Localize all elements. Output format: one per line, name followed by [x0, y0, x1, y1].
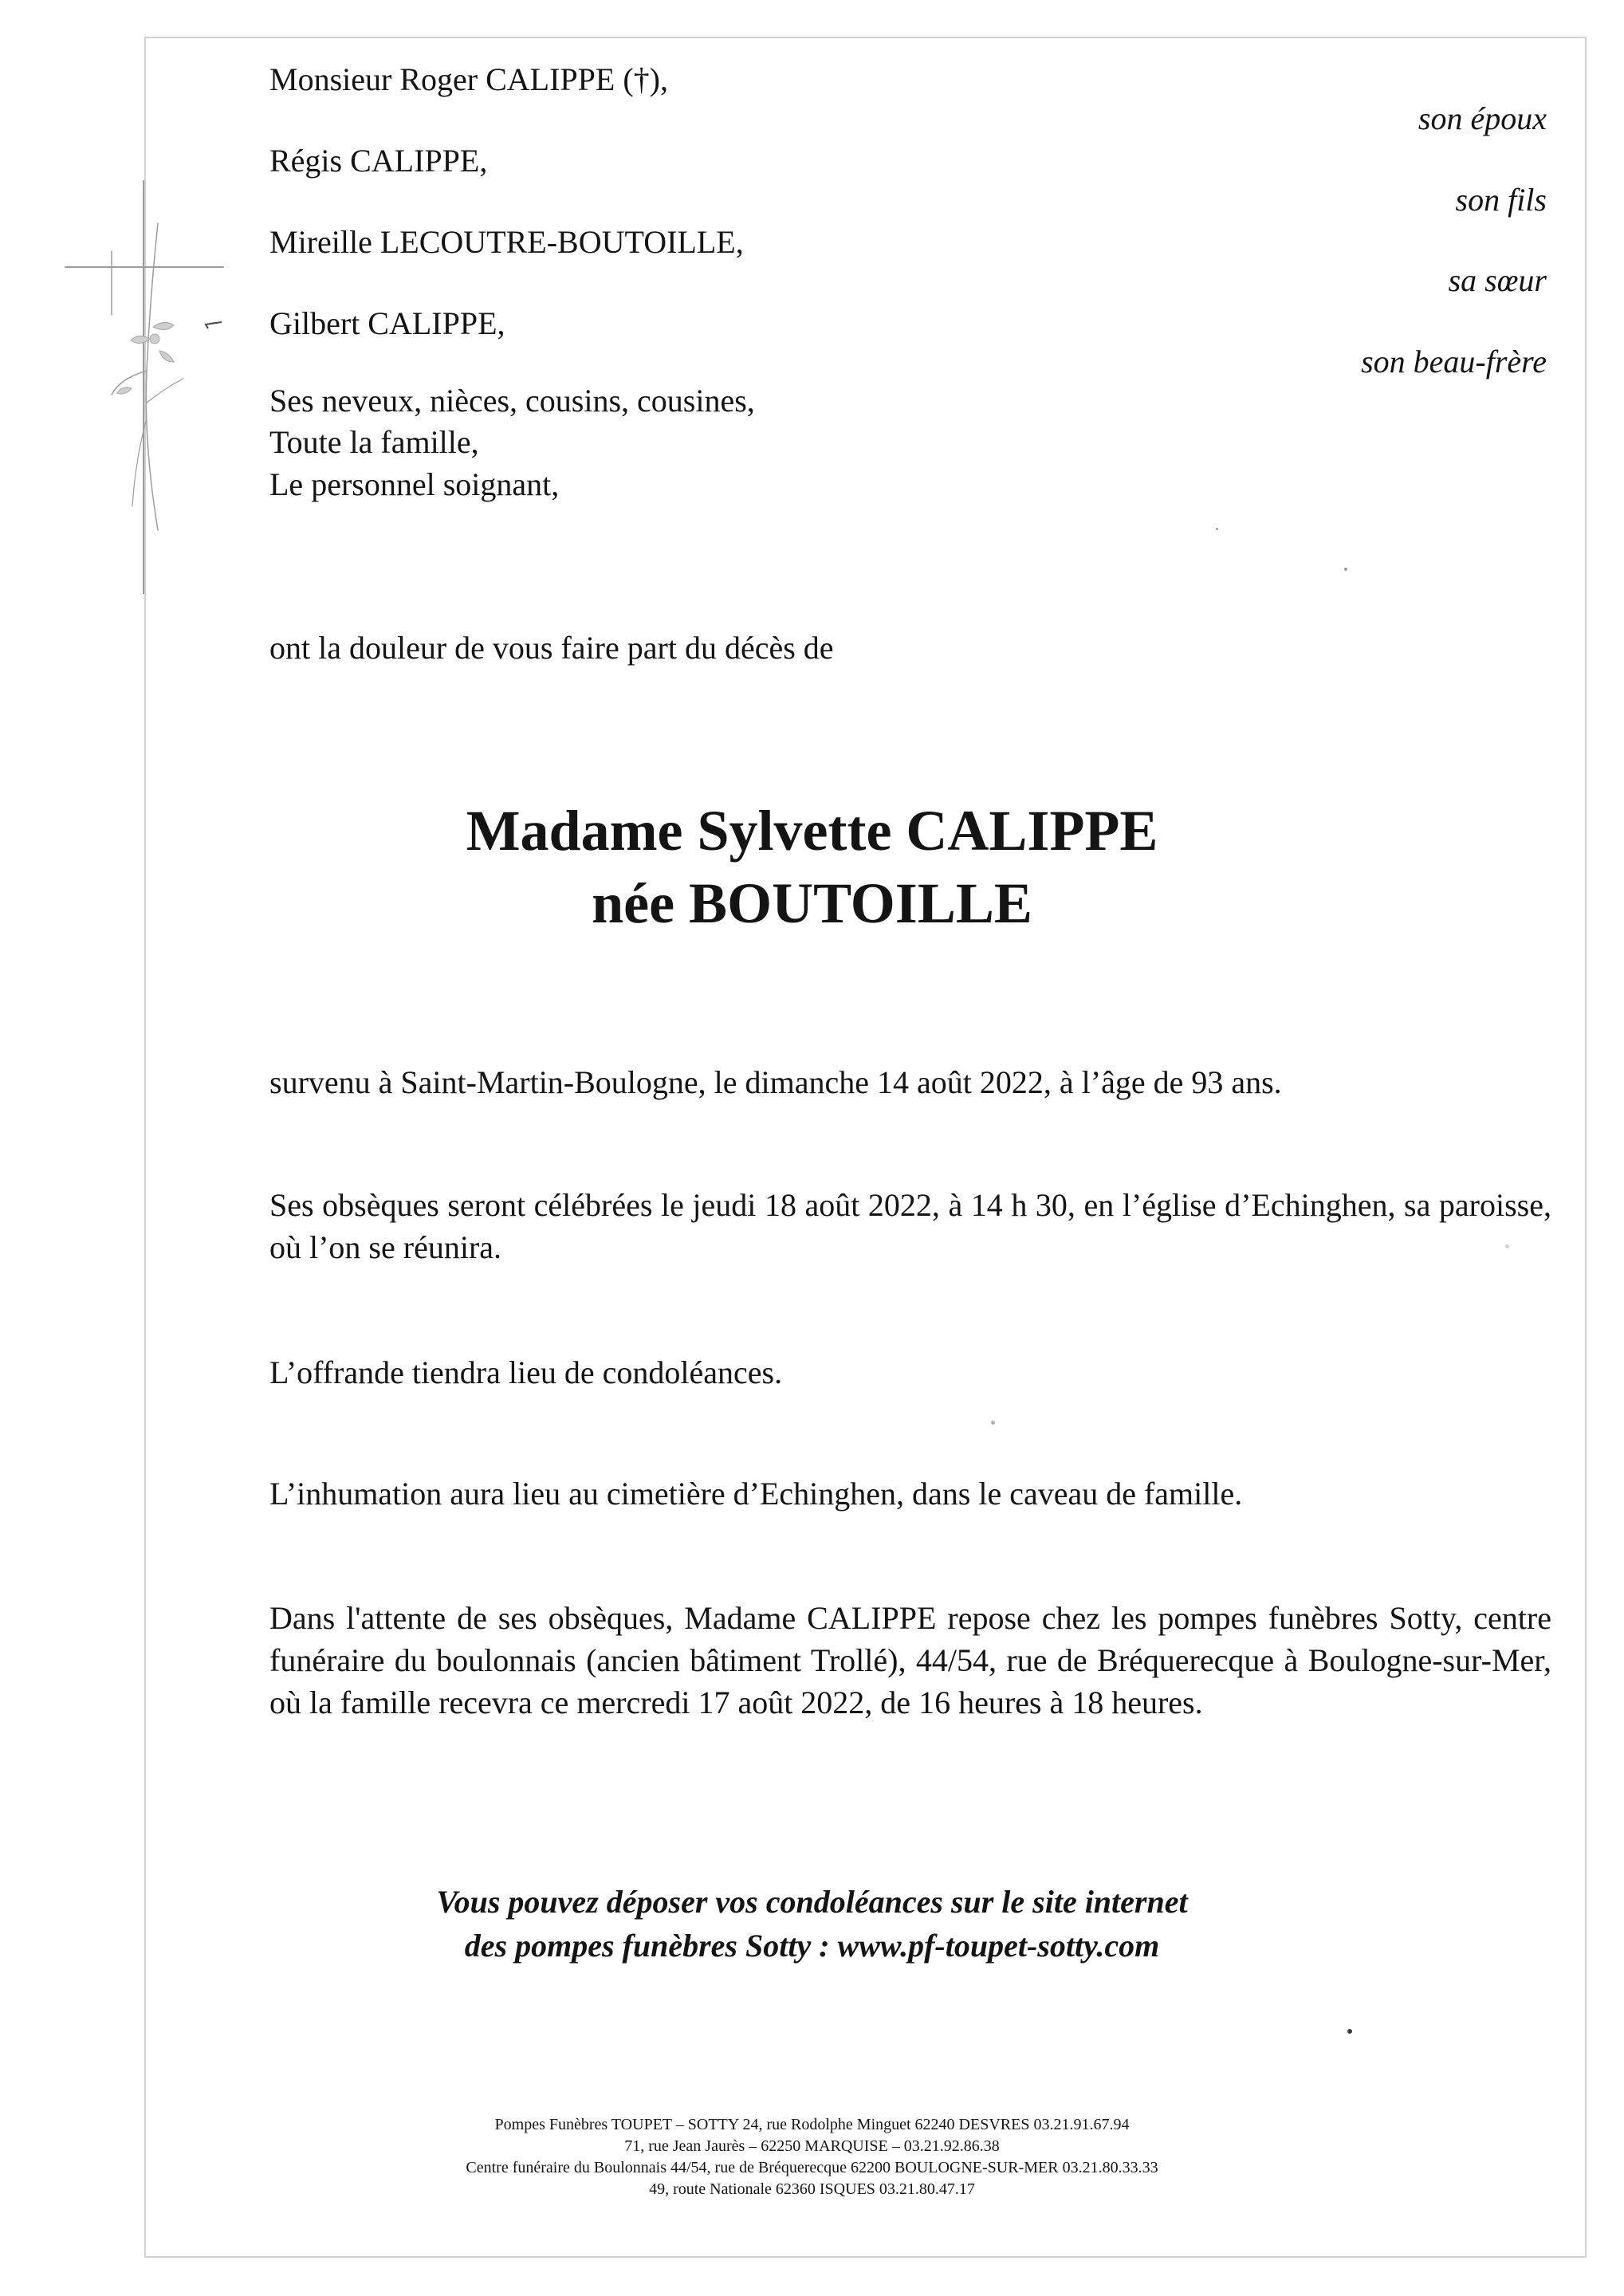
family-member-2: Régis CALIPPE, [269, 143, 488, 179]
footer-line-3: Centre funéraire du Boulonnais 44/54, rue de Bréquerecque 62200 BOULOGNE-SUR-MER 03.21.80.33.33 [466, 2159, 1158, 2176]
burial-paragraph: L’inhumation aura lieu au cimetière d’Echinghen, dans le caveau de famille. [269, 1476, 1243, 1512]
relation-soeur: sa sœur [1448, 262, 1547, 298]
footer-line-4: 49, route Nationale 62360 ISQUES 03.21.80.47.17 [649, 2180, 975, 2198]
cross-lily-icon [64, 179, 239, 594]
relation-beau-frere: son beau-frère [1361, 344, 1547, 379]
family-member-4: Gilbert CALIPPE, [269, 305, 505, 341]
intro-text: ont la douleur de vous faire part du décès de [269, 630, 834, 666]
offering-paragraph: L’offrande tiendra lieu de condoléances. [269, 1354, 783, 1390]
scan-speck [1216, 528, 1218, 530]
condolences-line-1: Vous pouvez déposer vos condoléances sur le site internet [436, 1884, 1188, 1920]
repose-paragraph: Dans l'attente de ses obsèques, Madame CALIPPE repose chez les pompes funèbres Sotty, centre funéraire du boulonnais (ancien bâtiment Trollé), 44/54, rue de Bréquerecque à Boulogne-sur-Mer, où la famille recevra ce mercredi 17 août 2022, de 16 heures à 18 heures. [269, 1600, 1551, 1720]
death-paragraph: survenu à Saint-Martin-Boulogne, le dimanche 14 août 2022, à l’âge de 93 ans. [269, 1064, 1282, 1100]
scan-speck [1347, 2029, 1352, 2034]
footer-line-2: 71, rue Jean Jaurès – 62250 MARQUISE – 03.21.92.86.38 [624, 2137, 1000, 2155]
deceased-name: Madame Sylvette CALIPPE [466, 799, 1158, 863]
scan-speck [1505, 1244, 1509, 1248]
scan-speck [991, 1421, 995, 1425]
footer-line-1: Pompes Funèbres TOUPET – SOTTY 24, rue Rodolphe Minguet 62240 DESVRES 03.21.91.67.94 [494, 2116, 1130, 2133]
family-member-5: Ses neveux, nièces, cousins, cousines, [269, 383, 755, 419]
family-member-1: Monsieur Roger CALIPPE (†), [269, 61, 668, 97]
scan-speck [1344, 568, 1347, 571]
family-member-7: Le personnel soignant, [269, 466, 560, 502]
family-member-6: Toute la famille, [269, 424, 479, 460]
deceased-maiden-name: née BOUTOILLE [592, 871, 1032, 935]
relation-epoux: son époux [1418, 100, 1547, 136]
family-member-3: Mireille LECOUTRE-BOUTOILLE, [269, 224, 744, 260]
funeral-paragraph: Ses obsèques seront célébrées le jeudi 18 août 2022, à 14 h 30, en l’église d’Echinghen, sa paroisse, où l’on se réunira. [269, 1187, 1551, 1265]
condolences-line-2: des pompes funèbres Sotty : www.pf-toupet-sotty.com [464, 1928, 1160, 1964]
relation-fils: son fils [1455, 182, 1547, 218]
